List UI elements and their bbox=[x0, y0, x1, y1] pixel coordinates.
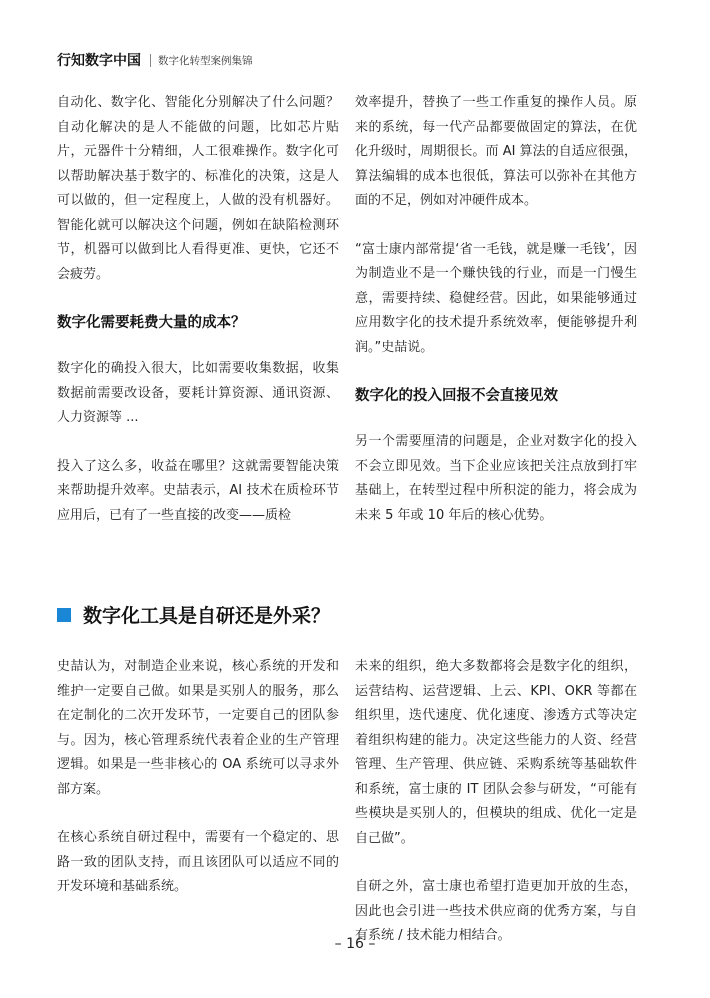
paragraph: 效率提升，替换了一些工作重复的操作人员。原来的系统，每一代产品都要做固定的算法，在优化升级时，周期很长。而 AI 算法的自适应很强，算法编辑的成本也很低，算法可以弥补在其他方面的不足，例如对冲硬件成本。 bbox=[355, 95, 637, 208]
section-heading-text: 数字化工具是自研还是外采？ bbox=[83, 605, 331, 627]
paragraph: 自动化、数字化、智能化分别解决了什么问题？自动化解决的是人不能做的问题，比如芯片贴片，元器件十分精细，人工很难操作。数字化可以帮助解决基于数字的、标准化的决策，这是人可以做的，但一定程度上，人做的没有机器好。智能化就可以解决这个问题，例如在缺陷检测环节，机器可以做到比人看得更准、更快，它还不会疲劳。 bbox=[57, 95, 339, 282]
publication-subtitle: 数字化转型案例集锦 bbox=[158, 54, 253, 67]
publication-title: 行知数字中国 bbox=[57, 53, 141, 69]
header-divider bbox=[150, 54, 151, 67]
subheading: 数字化的投入回报不会直接见效 bbox=[355, 388, 558, 404]
paragraph: 另一个需要厘清的问题是，企业对数字化的投入不会立即见效。当下企业应该把关注点放到打牢基础上，在转型过程中所积淀的能力，将会成为未来 5 年或 10 年后的核心优势。 bbox=[355, 434, 637, 523]
page-header bbox=[57, 50, 253, 70]
column-left-bottom bbox=[57, 655, 339, 924]
section-marker-square bbox=[57, 608, 71, 622]
paragraph: “富士康内部常提‘省一毛钱，就是赚一毛钱’，因为制造业不是一个赚快钱的行业，而是一门慢生意，需要持续、稳健经营。因此，如果能够通过应用数字化的技术提升系统效率，便能够提升利润。”史喆说。 bbox=[355, 241, 637, 355]
column-right-top bbox=[355, 91, 637, 552]
paragraph: 在核心系统自研过程中，需要有一个稳定的、思路一致的团队支持，而且该团队可以适应不同的开发环境和基础系统。 bbox=[57, 830, 339, 894]
paragraph: 史喆认为，对制造企业来说，核心系统的开发和维护一定要自己做。如果是买别人的服务，那么在定制化的二次开发环节，一定要自己的团队参与。因为，核心管理系统代表着企业的生产管理逻辑。如果是一些非核心的 OA 系统可以寻求外部方案。 bbox=[57, 659, 339, 797]
subheading: 数字化需要耗费大量的成本？ bbox=[57, 315, 246, 331]
page-number: – 16 – bbox=[334, 936, 376, 952]
column-right-bottom bbox=[355, 655, 637, 973]
paragraph: 自研之外，富士康也希望打造更加开放的生态，因此也会引进一些技术供应商的优秀方案，与自有系统 / 技术能力相结合。 bbox=[355, 879, 637, 943]
column-left-top bbox=[57, 91, 339, 552]
paragraph: 未来的组织，绝大多数都将会是数字化的组织，运营结构、运营逻辑、上云、KPI、OKR 等都在组织里，迭代速度、优化速度、渗透方式等决定着组织构建的能力。决定这些能力的人资、经营管理、生产管理、供应链、采购系统等基础软件和系统，富士康的 IT 团队会参与研发，“可能有些模块是买别人的，但模块的组成、优化一定是自己做”。 bbox=[355, 659, 637, 846]
paragraph: 数字化的确投入很大，比如需要收集数据，收集数据前需要改设备，要耗计算资源、通讯资源、人力资源等 ... bbox=[57, 361, 339, 425]
paragraph: 投入了这么多，收益在哪里？这就需要智能决策来帮助提升效率。史喆表示，AI 技术在质检环节应用后，已有了一些直接的改变——质检 bbox=[57, 458, 339, 523]
section-heading bbox=[57, 601, 330, 628]
